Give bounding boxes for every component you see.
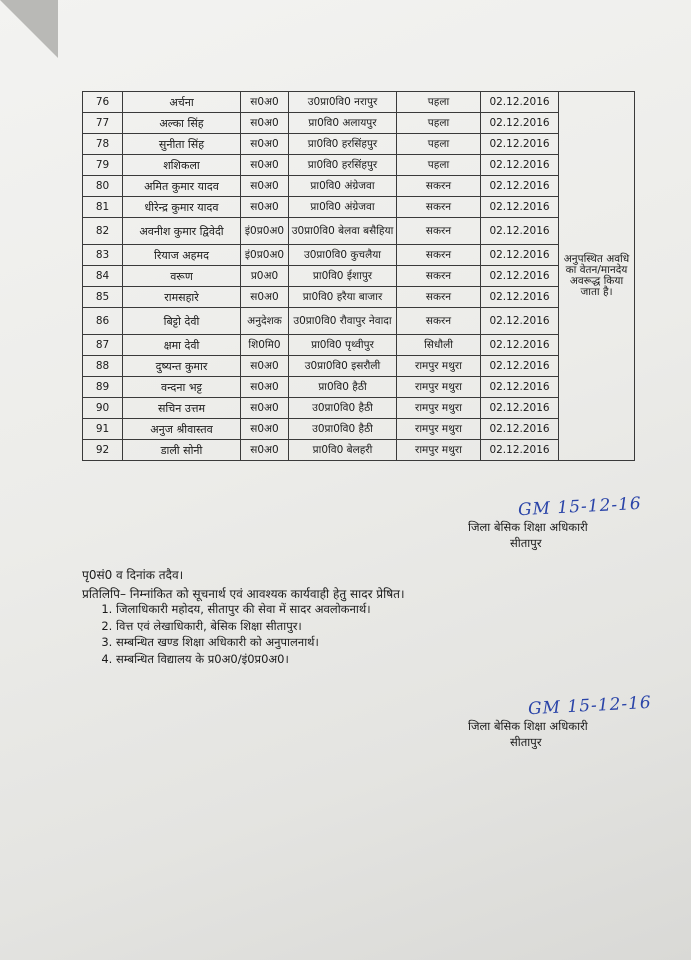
table-row [83,419,635,440]
table-row [83,335,635,356]
cell-no: 78 [83,134,123,155]
cell-date: 02.12.2016 [481,377,559,398]
copy-item: 2. वित्त एवं लेखाधिकारी, बेसिक शिक्षा सीतापुर। [116,618,371,635]
signatory-title: जिला बेसिक शिक्षा अधिकारी [468,520,588,534]
cell-name: धीरेन्द्र कुमार यादव [123,197,241,218]
table-row [83,245,635,266]
signatory-place: सीतापुर [510,536,542,550]
cell-school: उ0प्रा0वि0 रौवापुर नेवादा [289,308,397,335]
cell-school: प्रा0वि0 हरसिंहपुर [289,155,397,176]
cell-name: दुष्यन्त कुमार [123,356,241,377]
table-row [83,218,635,245]
table-row [83,356,635,377]
cell-school: प्रा0वि0 ईशापुर [289,266,397,287]
cell-no: 83 [83,245,123,266]
cell-name: अमित कुमार यादव [123,176,241,197]
cell-date: 02.12.2016 [481,176,559,197]
cell-date: 02.12.2016 [481,356,559,377]
cell-date: 02.12.2016 [481,266,559,287]
cell-post: स0अ0 [241,440,289,461]
table-row [83,308,635,335]
cell-name: अवनीश कुमार द्विवेदी [123,218,241,245]
cell-post: प्र0अ0 [241,266,289,287]
cell-post: स0अ0 [241,287,289,308]
cell-name: अल्का सिंह [123,113,241,134]
cell-date: 02.12.2016 [481,113,559,134]
copy-item: 4. सम्बन्धित विद्यालय के प्र0अ0/इं0प्र0अ0। [116,651,371,668]
cell-reason: पहला [397,92,481,113]
cell-post: स0अ0 [241,134,289,155]
table-row [83,287,635,308]
cell-no: 81 [83,197,123,218]
table-row [83,377,635,398]
reference-line: पृ0सं0 व दिनांक तदैव। [82,568,184,582]
cell-name: शशिकला [123,155,241,176]
cell-name: बिट्टो देवी [123,308,241,335]
cell-date: 02.12.2016 [481,218,559,245]
cell-school: उ0प्रा0वि0 हैठी [289,398,397,419]
cell-reason: रामपुर मथुरा [397,419,481,440]
table-row [83,440,635,461]
cell-no: 92 [83,440,123,461]
copy-list [98,601,371,667]
cell-school: प्रा0वि0 अंग्रेजवा [289,197,397,218]
signature-block [468,519,588,551]
cell-reason: पहला [397,134,481,155]
cell-school: प्रा0वि0 अंग्रेजवा [289,176,397,197]
cell-post: स0अ0 [241,377,289,398]
cell-date: 02.12.2016 [481,440,559,461]
cell-post: इं0प्र0अ0 [241,245,289,266]
cell-reason: सकरन [397,218,481,245]
cell-date: 02.12.2016 [481,308,559,335]
cell-post: स0अ0 [241,356,289,377]
cell-school: प्रा0वि0 अलायपुर [289,113,397,134]
cell-post: शि0मि0 [241,335,289,356]
cell-school: उ0प्रा0वि0 इसरौली [289,356,397,377]
cell-no: 89 [83,377,123,398]
cell-name: क्षमा देवी [123,335,241,356]
cell-name: वन्दना भट्ट [123,377,241,398]
cell-school: प्रा0वि0 हरैया बाजार [289,287,397,308]
cell-post: स0अ0 [241,92,289,113]
table-row [83,266,635,287]
remark-cell: अनुपस्थित अवधि का वेतन/मानदेय अवरूद्ध किया जाता है। [559,92,635,461]
cell-no: 85 [83,287,123,308]
cell-date: 02.12.2016 [481,134,559,155]
cell-school: उ0प्रा0वि0 कुचलैया [289,245,397,266]
cell-no: 79 [83,155,123,176]
cell-reason: सिधौली [397,335,481,356]
absent-teachers-table [82,91,635,461]
cell-post: स0अ0 [241,176,289,197]
cell-reason: रामपुर मथुरा [397,377,481,398]
cell-school: प्रा0वि0 हैठी [289,377,397,398]
cell-no: 87 [83,335,123,356]
cell-date: 02.12.2016 [481,419,559,440]
cell-reason: रामपुर मथुरा [397,440,481,461]
signatory-place-2: सीतापुर [510,735,542,749]
cell-no: 91 [83,419,123,440]
cell-reason: सकरन [397,197,481,218]
cell-name: अनुज श्रीवास्तव [123,419,241,440]
cell-reason: रामपुर मथुरा [397,398,481,419]
cell-no: 90 [83,398,123,419]
table-row [83,155,635,176]
cell-name: रियाज अहमद [123,245,241,266]
table-row [83,113,635,134]
cell-no: 76 [83,92,123,113]
cell-date: 02.12.2016 [481,335,559,356]
cell-name: सुनीता सिंह [123,134,241,155]
table-row [83,197,635,218]
cell-post: स0अ0 [241,113,289,134]
cell-name: सचिन उत्तम [123,398,241,419]
cell-date: 02.12.2016 [481,155,559,176]
cell-date: 02.12.2016 [481,398,559,419]
cell-reason: सकरन [397,287,481,308]
cell-name: रामसहारे [123,287,241,308]
signature-block-2 [468,718,588,750]
cell-reason: रामपुर मथुरा [397,356,481,377]
cell-reason: सकरन [397,245,481,266]
cell-reason: पहला [397,113,481,134]
table-row [83,92,635,113]
cell-name: डाली सोनी [123,440,241,461]
copy-item: 1. जिलाधिकारी महोदय, सीतापुर की सेवा में सादर अवलोकनार्थ। [116,601,371,618]
table-row [83,134,635,155]
cell-reason: सकरन [397,176,481,197]
cell-post: स0अ0 [241,419,289,440]
cell-post: स0अ0 [241,398,289,419]
cell-school: उ0प्रा0वि0 बेलवा बसैहिया [289,218,397,245]
copy-item: 3. सम्बन्धित खण्ड शिक्षा अधिकारी को अनुपालनार्थ। [116,634,371,651]
cell-post: स0अ0 [241,155,289,176]
cell-no: 77 [83,113,123,134]
cell-reason: पहला [397,155,481,176]
cell-date: 02.12.2016 [481,287,559,308]
signatory-title-2: जिला बेसिक शिक्षा अधिकारी [468,719,588,733]
cell-post: अनुदेशक [241,308,289,335]
cell-date: 02.12.2016 [481,245,559,266]
table-row [83,176,635,197]
cell-school: उ0प्रा0वि0 नरापुर [289,92,397,113]
cell-no: 88 [83,356,123,377]
cell-no: 80 [83,176,123,197]
cell-date: 02.12.2016 [481,92,559,113]
table-row [83,398,635,419]
cell-school: प्रा0वि0 हरसिंहपुर [289,134,397,155]
cell-reason: सकरन [397,308,481,335]
cell-name: वरूण [123,266,241,287]
copy-intro: प्रतिलिपि– निम्नांकित को सूचनार्थ एवं आवश्यक कार्यवाही हेतु सादर प्रेषित। [82,587,405,601]
cell-name: अर्चना [123,92,241,113]
cell-post: इं0प्र0अ0 [241,218,289,245]
folded-corner [0,0,58,58]
cell-reason: सकरन [397,266,481,287]
signature-scribble-2: GM 15-12-16 [527,692,653,720]
cell-post: स0अ0 [241,197,289,218]
cell-school: उ0प्रा0वि0 हैठी [289,419,397,440]
cell-date: 02.12.2016 [481,197,559,218]
cell-school: प्रा0वि0 पृथ्वीपुर [289,335,397,356]
cell-no: 82 [83,218,123,245]
cell-no: 84 [83,266,123,287]
cell-school: प्रा0वि0 बेलहरी [289,440,397,461]
cell-no: 86 [83,308,123,335]
signature-scribble: GM 15-12-16 [517,493,643,521]
